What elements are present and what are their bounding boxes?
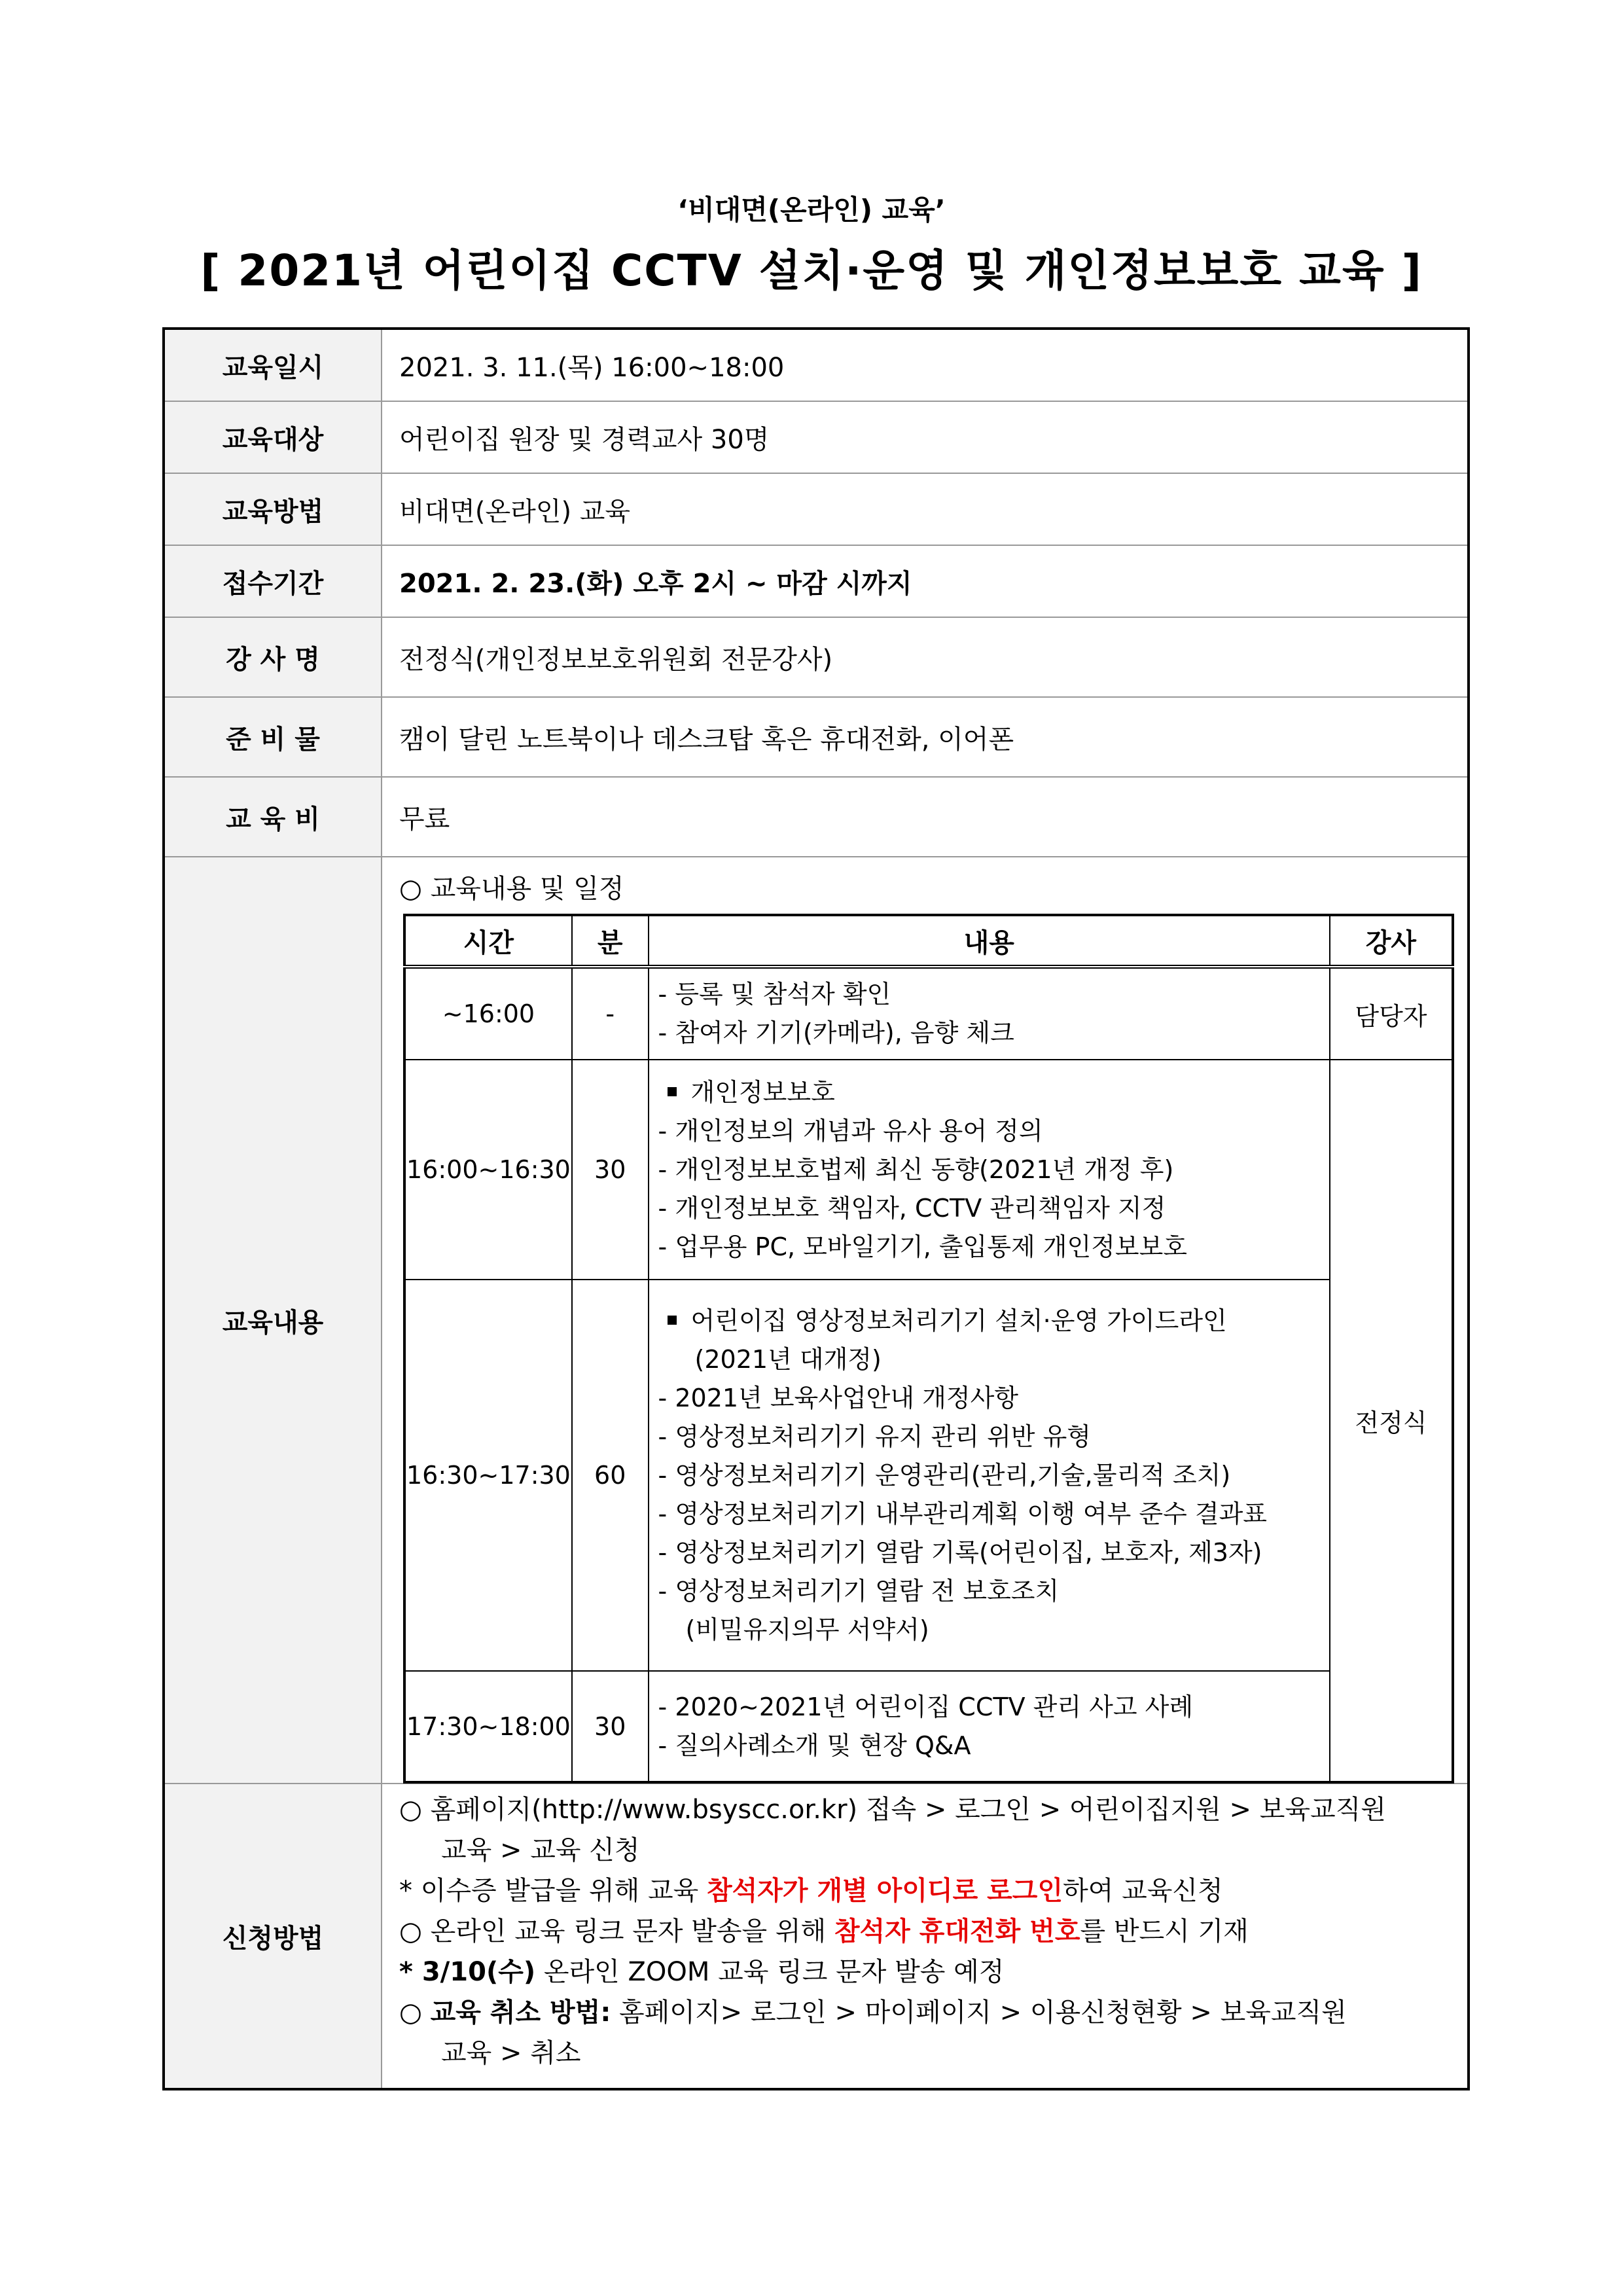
cell-content bbox=[649, 967, 1330, 1060]
row-fee bbox=[165, 778, 1467, 857]
content-line: - 등록 및 참석자 확인 bbox=[658, 980, 891, 1009]
row-target bbox=[165, 402, 1467, 474]
document-title: [ 2021년 어린이집 CCTV 설치·운영 및 개인정보보호 교육 ] bbox=[200, 245, 1423, 296]
content-line: - 영상정보처리기기 열람 전 보호조치 bbox=[658, 1576, 1060, 1605]
label-content: 교육내용 bbox=[165, 857, 382, 1783]
label-apply: 신청방법 bbox=[165, 1784, 382, 2088]
row-registration bbox=[165, 546, 1467, 618]
square-bullet-icon bbox=[668, 1087, 677, 1096]
label-date: 교육일시 bbox=[165, 330, 382, 401]
value-fee: 무료 bbox=[399, 804, 450, 834]
apply-line: * 이수증 발급을 위해 교육 참석자가 개별 아이디로 로그인하여 교육신청 bbox=[399, 1876, 1223, 1906]
schedule-row bbox=[404, 1060, 1453, 1280]
cell-content bbox=[649, 1280, 1330, 1671]
schedule-row bbox=[404, 1671, 1453, 1782]
row-method bbox=[165, 474, 1467, 546]
content-line: - 개인정보의 개념과 유사 용어 정의 bbox=[658, 1116, 1043, 1145]
schedule-heading: ○ 교육내용 및 일정 bbox=[399, 874, 624, 904]
cell-minutes: 30 bbox=[572, 1671, 649, 1782]
cell-minutes: - bbox=[572, 967, 649, 1060]
schedule-header-row bbox=[404, 915, 1453, 967]
row-content bbox=[165, 857, 1467, 1784]
content-line: - 영상정보처리기기 유지 관리 위반 유형 bbox=[658, 1422, 1091, 1451]
value-materials: 캠이 달린 노트북이나 데스크탑 혹은 휴대전화, 이어폰 bbox=[399, 724, 1014, 755]
header-content: 내용 bbox=[649, 915, 1330, 967]
row-date bbox=[165, 330, 1467, 402]
cell-content bbox=[649, 1060, 1330, 1280]
value-date: 2021. 3. 11.(목) 16:00~18:00 bbox=[399, 352, 785, 383]
cell-instructor: 전정식 bbox=[1330, 1060, 1453, 1782]
schedule-row bbox=[404, 967, 1453, 1060]
apply-instructions bbox=[399, 1789, 1458, 2073]
content-line: - 영상정보처리기기 내부관리계획 이행 여부 준수 결과표 bbox=[658, 1499, 1268, 1528]
content-line: - 2021년 보육사업안내 개정사항 bbox=[658, 1383, 1018, 1412]
label-method: 교육방법 bbox=[165, 474, 382, 545]
content-heading: 어린이집 영상정보처리기기 설치·운영 가이드라인 bbox=[658, 1302, 1320, 1340]
cell-time: 16:30~17:30 bbox=[404, 1280, 572, 1671]
label-registration: 접수기간 bbox=[165, 546, 382, 617]
apply-line: ○ 온라인 교육 링크 문자 발송을 위해 참석자 휴대전화 번호를 반드시 기재 bbox=[399, 1916, 1249, 1946]
content-line: - 개인정보보호 책임자, CCTV 관리책임자 지정 bbox=[658, 1193, 1166, 1223]
apply-line: 교육 > 교육 신청 bbox=[441, 1835, 640, 1865]
label-instructor: 강 사 명 bbox=[165, 618, 382, 696]
apply-line: 교육 > 취소 bbox=[441, 2038, 581, 2068]
cell-time: 16:00~16:30 bbox=[404, 1060, 572, 1280]
apply-line: * 3/10(수) 온라인 ZOOM 교육 링크 문자 발송 예정 bbox=[399, 1957, 1005, 1987]
row-apply bbox=[165, 1784, 1467, 2088]
value-method: 비대면(온라인) 교육 bbox=[399, 496, 631, 527]
row-instructor bbox=[165, 618, 1467, 698]
apply-line: ○ 홈페이지(http://www.bsyscc.or.kr) 접속 > 로그인 > 어린이집지원 > 보육교직원 bbox=[399, 1795, 1386, 1825]
content-line: (2021년 대개정) bbox=[694, 1344, 882, 1374]
schedule-table bbox=[403, 914, 1454, 1784]
content-heading: 개인정보보호 bbox=[658, 1073, 1320, 1112]
cell-minutes: 30 bbox=[572, 1060, 649, 1280]
label-fee: 교 육 비 bbox=[165, 778, 382, 856]
document-subtitle: ‘비대면(온라인) 교육’ bbox=[677, 194, 946, 226]
value-registration: 2021. 2. 23.(화) 오후 2시 ~ 마감 시까지 bbox=[399, 568, 912, 599]
square-bullet-icon bbox=[668, 1316, 677, 1325]
header-instructor: 강사 bbox=[1330, 915, 1453, 967]
row-materials bbox=[165, 698, 1467, 778]
label-target: 교육대상 bbox=[165, 402, 382, 473]
content-line: - 2020~2021년 어린이집 CCTV 관리 사고 사례 bbox=[658, 1692, 1194, 1721]
cell-content bbox=[649, 1671, 1330, 1782]
content-line: - 질의사례소개 및 현장 Q&A bbox=[658, 1731, 971, 1760]
cell-time: 17:30~18:00 bbox=[404, 1671, 572, 1782]
content-line: - 영상정보처리기기 열람 기록(어린이집, 보호자, 제3자) bbox=[658, 1537, 1262, 1567]
value-instructor: 전정식(개인정보보호위원회 전문강사) bbox=[399, 644, 833, 675]
cell-instructor: 담당자 bbox=[1330, 967, 1453, 1060]
content-line: - 영상정보처리기기 운영관리(관리,기술,물리적 조치) bbox=[658, 1460, 1231, 1490]
content-line: - 업무용 PC, 모바일기기, 출입통제 개인정보보호 bbox=[658, 1232, 1188, 1261]
content-line: - 개인정보보호법제 최신 동향(2021년 개정 후) bbox=[658, 1155, 1174, 1184]
cell-minutes: 60 bbox=[572, 1280, 649, 1671]
apply-line: ○ 교육 취소 방법: 홈페이지> 로그인 > 마이페이지 > 이용신청현황 > 보육교직원 bbox=[399, 1998, 1347, 2028]
schedule-row bbox=[404, 1280, 1453, 1671]
cell-time: ~16:00 bbox=[404, 967, 572, 1060]
header-minutes: 분 bbox=[572, 915, 649, 967]
highlight-text: 참석자가 개별 아이디로 로그인 bbox=[706, 1876, 1063, 1906]
info-table bbox=[162, 327, 1470, 2090]
highlight-text: 참석자 휴대전화 번호 bbox=[834, 1916, 1080, 1946]
content-line: (비밀유지의무 서약서) bbox=[685, 1615, 929, 1644]
value-target: 어린이집 원장 및 경력교사 30명 bbox=[399, 424, 770, 455]
label-materials: 준 비 물 bbox=[165, 698, 382, 776]
header-time: 시간 bbox=[404, 915, 572, 967]
content-line: - 참여자 기기(카메라), 음향 체크 bbox=[658, 1018, 1014, 1047]
